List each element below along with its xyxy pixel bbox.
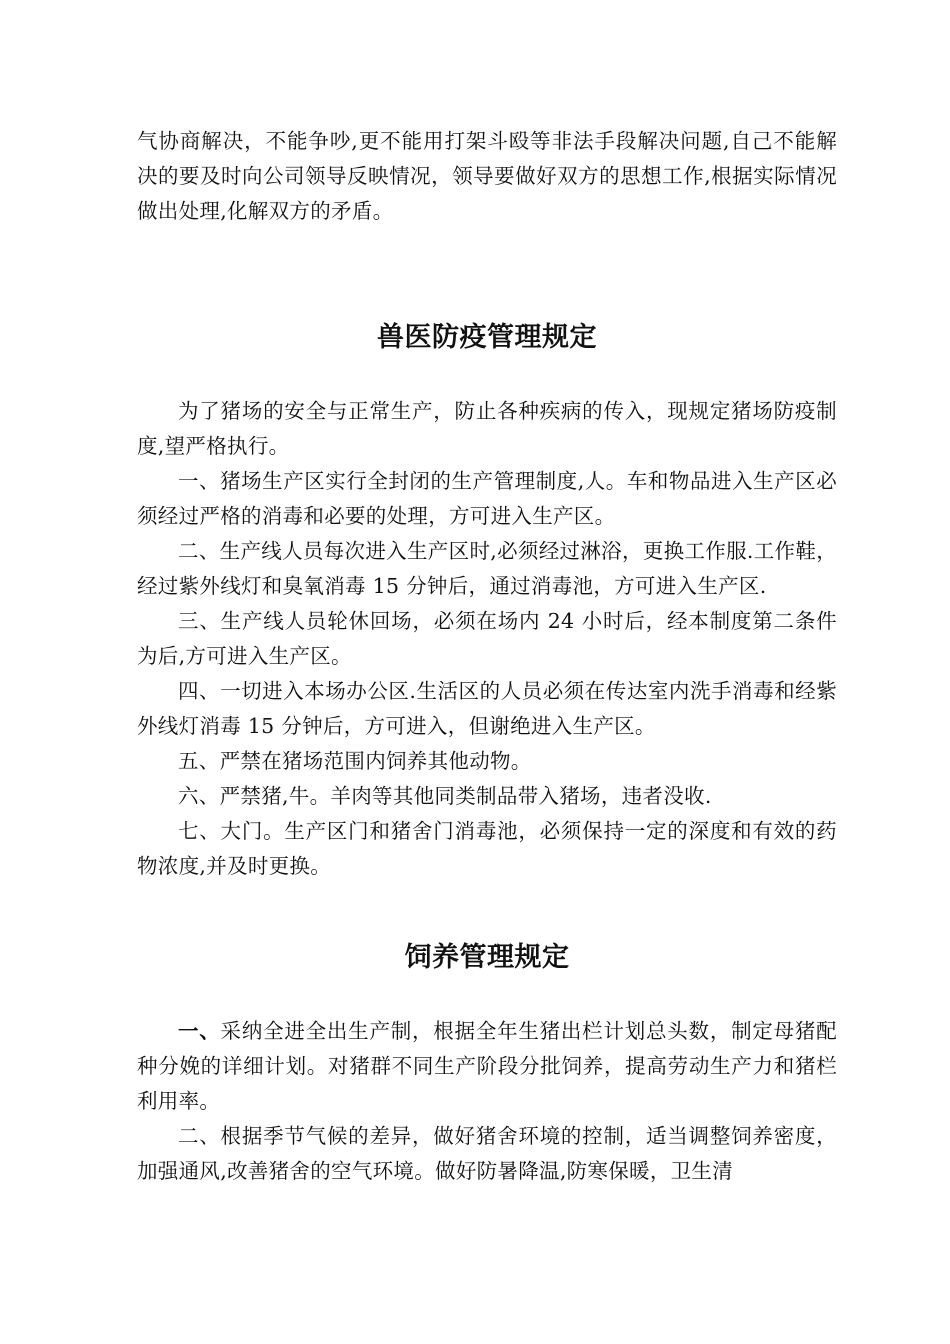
paragraph: 七、大门。生产区门和猪舍门消毒池，必须保持一定的深度和有效的药物浓度,并及时更换。 [137,819,837,878]
paragraph-text: 采纳全进全出生产制，根据全年生猪出栏计划总头数，制定母猪配种分娩的详细计划。对猪群不同生产阶段分批饲养，提高劳动生产力和猪栏利用率。 [137,1019,837,1113]
paragraph: 为了猪场的安全与正常生产，防止各种疾病的传入，现规定猪场防疫制度,望严格执行。 [137,399,837,458]
section-body-veterinary [137,394,837,884]
paragraph-lead: 一、 [178,1019,221,1043]
paragraph: 六、严禁猪,牛。羊肉等其他同类制品带入猪场，违者没收. [178,784,712,808]
section-body-feeding [137,1014,837,1189]
section-title-feeding: 饲养管理规定 [404,942,570,973]
paragraph: 二、生产线人员每次进入生产区时,必须经过淋浴，更换工作服.工作鞋，经过紫外线灯和臭氧消毒 15 分钟后，通过消毒池，方可进入生产区. [137,539,837,598]
paragraph: 二、根据季节气候的差异，做好猪舍环境的控制，适当调整饲养密度，加强通风,改善猪舍的空气环境。做好防暑降温,防寒保暖，卫生清 [137,1124,837,1183]
section-title-veterinary: 兽医防疫管理规定 [377,322,597,353]
paragraph: 五、严禁在猪场范围内饲养其他动物。 [178,749,532,773]
paragraph [137,1014,837,1119]
paragraph: 一、猪场生产区实行全封闭的生产管理制度,人。车和物品进入生产区必须经过严格的消毒和必要的处理，方可进入生产区。 [137,469,837,528]
paragraph: 三、生产线人员轮休回场，必须在场内 24 小时后，经本制度第二条件为后,方可进入生产区。 [137,609,837,668]
document-page [137,124,837,1189]
paragraph: 四、一切进入本场办公区.生活区的人员必须在传达室内洗手消毒和经紫外线灯消毒 15 分钟后，方可进入，但谢绝进入生产区。 [137,679,837,738]
intro-paragraph: 气协商解决，不能争吵,更不能用打架斗殴等非法手段解决问题,自己不能解决的要及时向公司领导反映情况，领导要做好双方的思想工作,根据实际情况做出处理,化解双方的矛盾。 [137,129,837,223]
